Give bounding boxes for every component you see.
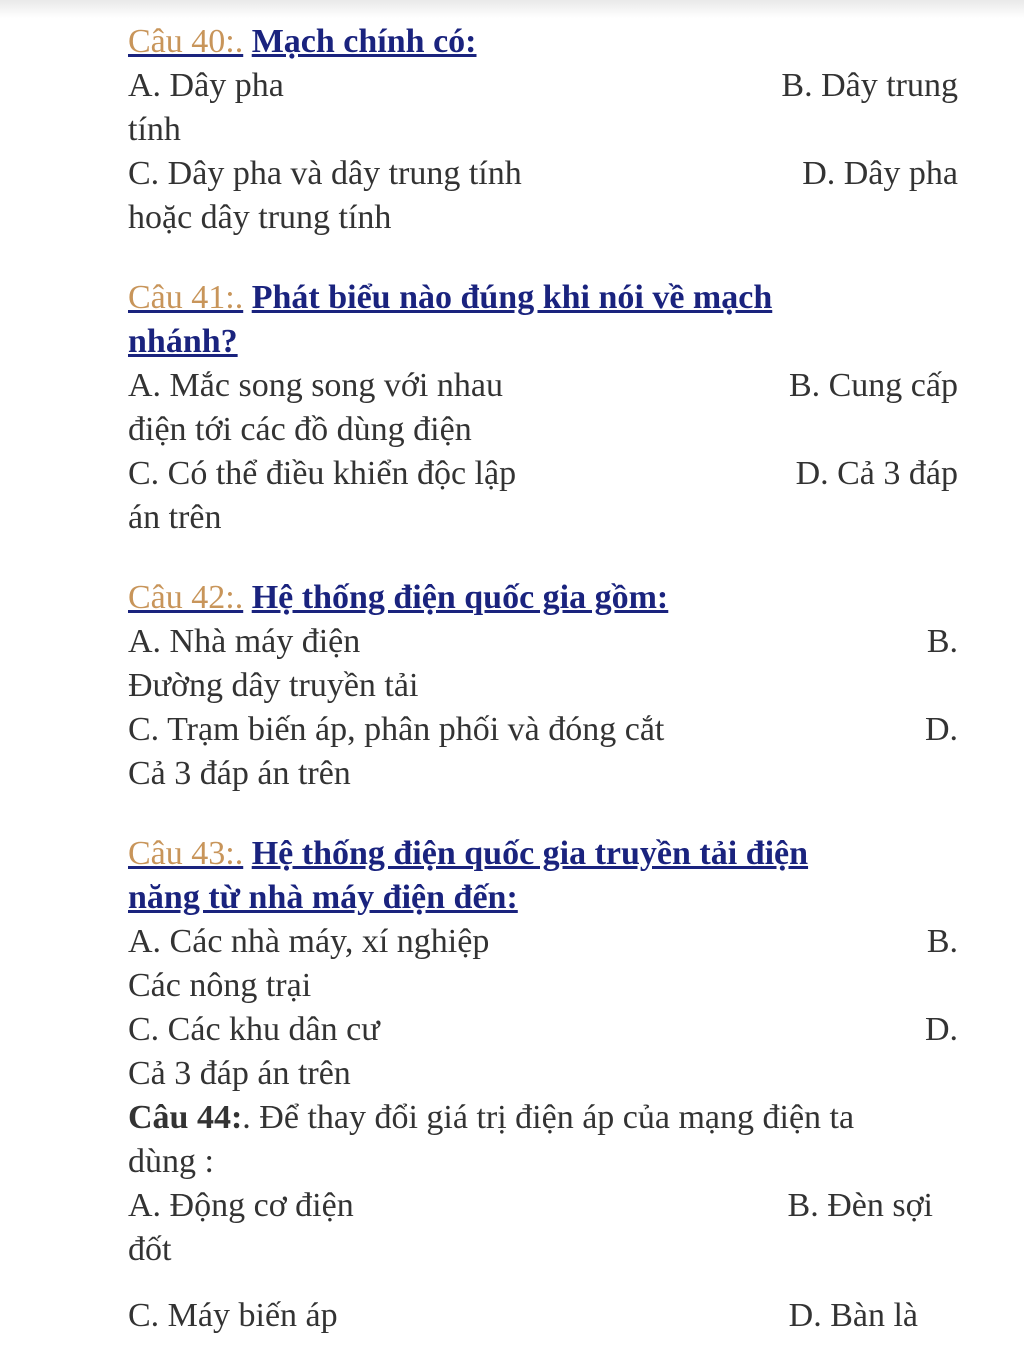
option-a: A. Nhà máy điện [128,623,361,660]
question-heading [128,832,958,876]
option-row [128,452,958,496]
spacer [128,540,958,576]
option-c: C. Máy biến áp [128,1297,338,1334]
question-44 [128,1096,958,1338]
document-page [128,20,958,1338]
question-number: Câu 42:. [128,579,244,616]
question-number: Câu 41:. [128,279,244,316]
top-shadow-bar [0,0,1024,18]
option-row [128,64,958,108]
option-a: A. Mắc song song với nhau [128,367,503,404]
option-row [128,152,958,196]
question-title: Hệ thống điện quốc gia truyền tải điện [251,835,809,872]
option-d: D. Bàn là [788,1297,918,1334]
option-a: A. Dây pha [128,67,284,104]
option-a: A. Các nhà máy, xí nghiệp [128,923,490,960]
option-b: B. [926,623,958,660]
option-b-continued: tính [128,111,181,148]
question-heading [128,20,958,64]
option-row [128,920,958,964]
spacer [128,1272,958,1294]
option-row [128,1184,933,1228]
question-title-line2: nhánh? [128,323,238,360]
question-41 [128,276,958,540]
question-42 [128,576,958,796]
option-row [128,108,958,152]
question-text-line2: dùng : [128,1143,214,1180]
question-heading-continued [128,320,958,364]
option-c: C. Các khu dân cư [128,1011,380,1048]
question-number: Câu 40:. [128,23,244,60]
question-heading [128,1096,958,1140]
option-row [128,752,958,796]
question-text: . Để thay đổi giá trị điện áp của mạng điện ta [242,1099,855,1136]
question-number: Câu 43:. [128,835,244,872]
question-title: Phát biểu nào đúng khi nói về mạch [251,279,773,316]
question-title-line2: năng từ nhà máy điện đến: [128,879,518,916]
option-b-continued: Các nông trại [128,967,312,1004]
option-row [128,408,958,452]
question-heading [128,276,958,320]
option-b: B. Cung cấp [788,367,958,404]
option-b-continued: đốt [128,1231,172,1268]
option-row [128,1294,918,1338]
option-row [128,1052,958,1096]
option-row [128,664,958,708]
question-heading [128,576,958,620]
question-heading-continued [128,1140,958,1184]
question-43 [128,832,958,1096]
question-title: Mạch chính có: [251,23,477,60]
option-d: D. [924,1011,958,1048]
question-40 [128,20,958,240]
option-d: D. Cả 3 đáp [795,455,958,492]
question-title: Hệ thống điện quốc gia gồm: [251,579,669,616]
option-b-continued: điện tới các đồ dùng điện [128,411,472,448]
question-heading-continued [128,876,958,920]
option-row [128,964,958,1008]
option-row [128,708,958,752]
option-c: C. Trạm biến áp, phân phối và đóng cắt [128,711,665,748]
option-d-continued: án trên [128,499,222,536]
option-row [128,620,958,664]
option-a: A. Động cơ điện [128,1187,354,1224]
option-b: B. Đèn sợi [787,1187,933,1224]
option-b-continued: Đường dây truyền tải [128,667,419,704]
option-d: D. [924,711,958,748]
option-b: B. Dây trung [781,67,958,104]
option-row [128,364,958,408]
option-d: D. Dây pha [802,155,958,192]
option-row [128,1228,958,1272]
spacer [128,240,958,276]
question-number: Câu 44: [128,1099,243,1136]
option-d-continued: hoặc dây trung tính [128,199,392,236]
option-c: C. Dây pha và dây trung tính [128,155,522,192]
option-c: C. Có thể điều khiển độc lập [128,455,517,492]
option-row [128,196,958,240]
spacer [128,796,958,832]
option-d-continued: Cả 3 đáp án trên [128,1055,351,1092]
option-row [128,1008,958,1052]
option-d-continued: Cả 3 đáp án trên [128,755,351,792]
option-row [128,496,958,540]
option-b: B. [926,923,958,960]
